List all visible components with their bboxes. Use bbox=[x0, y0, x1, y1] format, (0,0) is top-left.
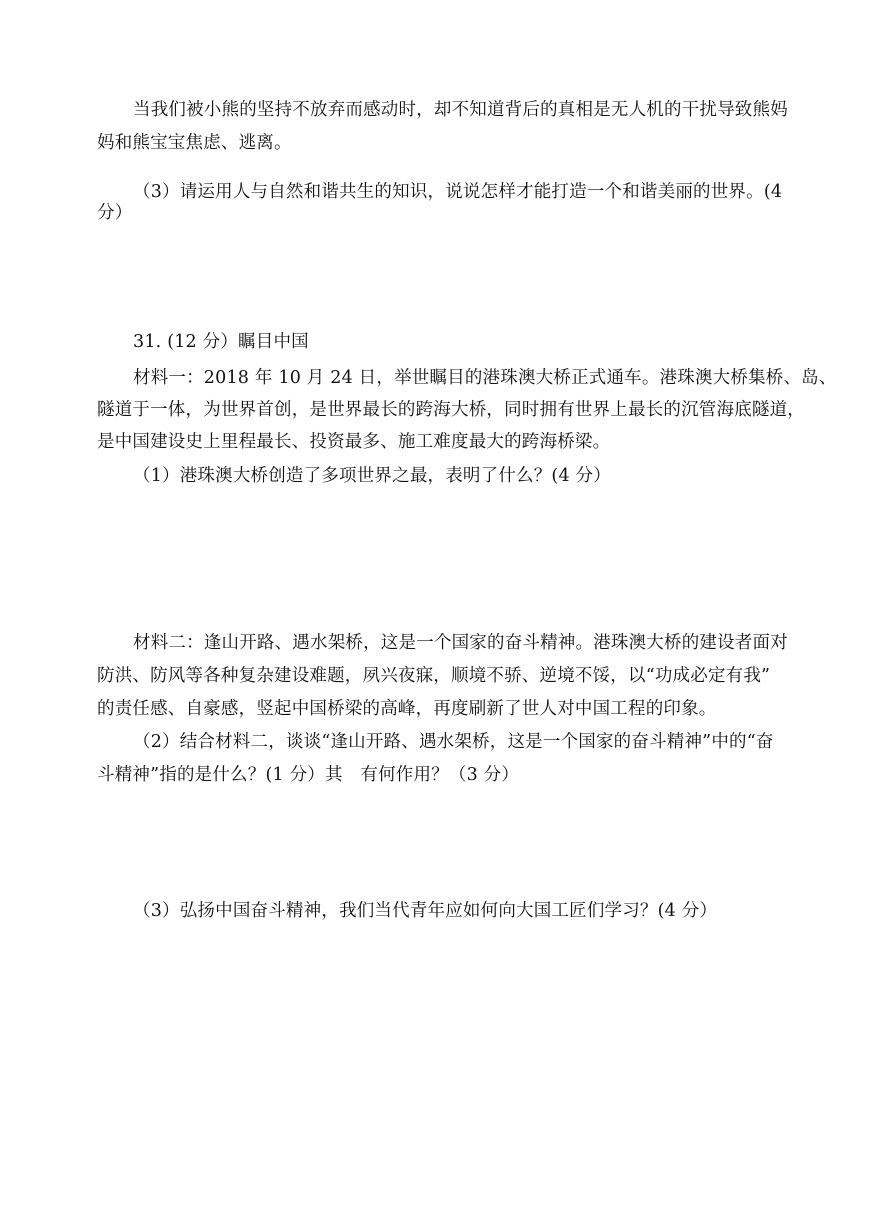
material-one-line: 材料一：2018 年 10 月 24 日，举世瞩目的港珠澳大桥正式通车。港珠澳大桥集桥、岛、 bbox=[133, 368, 837, 388]
paragraph-line: 当我们被小熊的坚持不放弃而感动时，却不知道背后的真相是无人机的干扰导致熊妈 bbox=[133, 100, 788, 120]
question-1-prompt: （1）港珠澳大桥创造了多项世界之最，表明了什么？(4 分） bbox=[133, 466, 611, 486]
question-2-prompt: （2）结合材料二，谈谈“逢山开路、遇水架桥，这是一个国家的奋斗精神”中的“奋 bbox=[133, 732, 774, 752]
question-2-prompt: 斗精神”指的是什么？(1 分）其 有何作用？（3 分） bbox=[97, 765, 520, 785]
question-3-prompt: （3）请运用人与自然和谐共生的知识，说说怎样才能打造一个和谐美丽的世界。(4 bbox=[133, 182, 783, 202]
material-one-line: 隧道于一体，为世界首创，是世界最长的跨海大桥，同时拥有世界上最长的沉管海底隧道， bbox=[97, 400, 805, 420]
question-31-heading: 31. (12 分）瞩目中国 bbox=[133, 332, 309, 352]
paragraph-line: 妈和熊宝宝焦虑、逃离。 bbox=[97, 133, 292, 153]
material-two-line: 材料二：逢山开路、遇水架桥，这是一个国家的奋斗精神。港珠澳大桥的建设者面对 bbox=[133, 633, 788, 653]
material-two-line: 的责任感、自豪感，竖起中国桥梁的高峰，再度刷新了世人对中国工程的印象。 bbox=[97, 699, 717, 719]
question-3-prompt: （3）弘扬中国奋斗精神，我们当代青年应如何向大国工匠们学习？(4 分） bbox=[133, 901, 718, 921]
question-3-score: 分） bbox=[97, 203, 133, 223]
material-two-line: 防洪、防风等各种复杂建设难题，夙兴夜寐，顺境不骄、逆境不馁，以“功成必定有我” bbox=[97, 666, 771, 686]
material-one-line: 是中国建设史上里程最长、投资最多、施工难度最大的跨海桥梁。 bbox=[97, 432, 611, 452]
